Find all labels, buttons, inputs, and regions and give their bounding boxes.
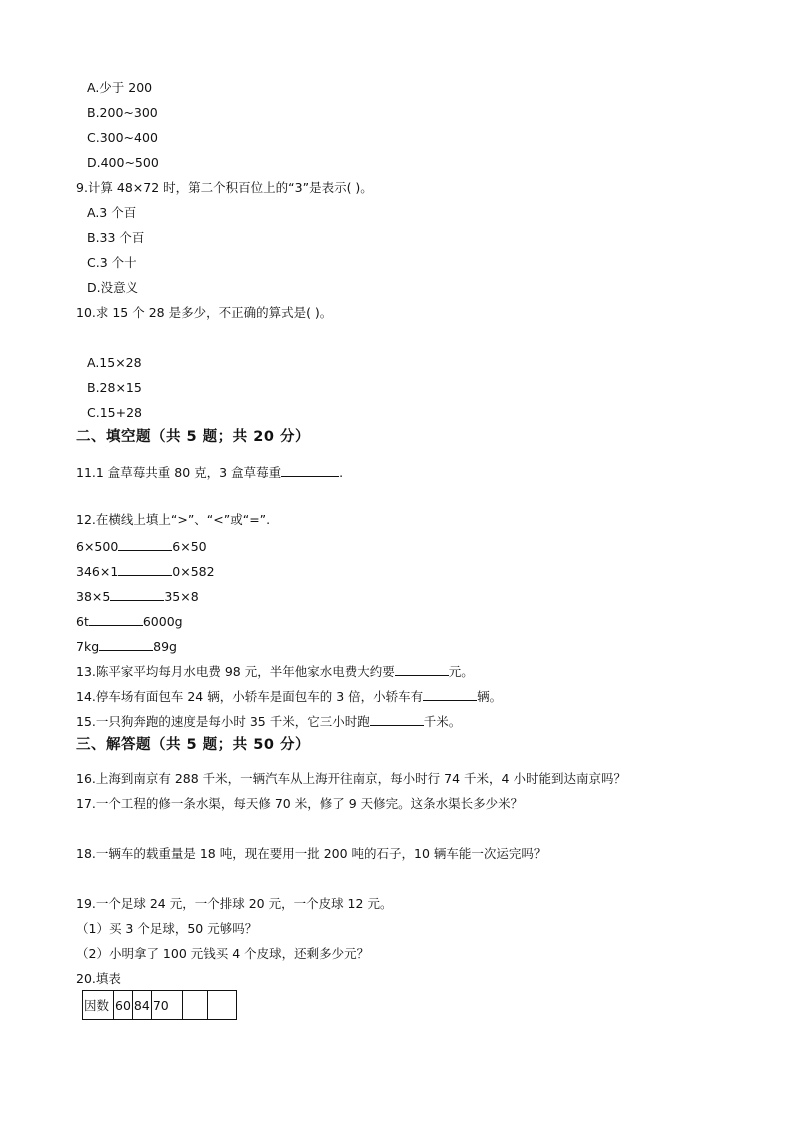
table-cell: 60 (114, 991, 133, 1020)
q12-row-2-left: 346×1 (76, 564, 119, 579)
q11-answer-blank[interactable] (281, 464, 339, 477)
q19-sub-2: （2）小明拿了 100 元钱买 4 个皮球，还剩多少元？ (76, 946, 370, 961)
q11-end: . (339, 465, 344, 480)
table-cell: 70 (151, 991, 182, 1020)
q12-row-4 (76, 613, 183, 630)
q19-sub-1: （1）买 3 个足球，50 元够吗？ (76, 921, 258, 936)
q15-unit: 千米。 (423, 714, 462, 729)
q14-unit: 辆。 (477, 689, 503, 704)
q15 (76, 713, 461, 730)
q18: 18.一辆车的载重量是 18 吨，现在要用一批 200 吨的石子，10 辆车能一次运完吗？ (76, 846, 547, 861)
q12-row-1-right: 6×50 (172, 539, 207, 554)
q10-option-b: B.28×15 (87, 380, 142, 395)
q8-option-a: A.少于 200 (87, 80, 153, 95)
q12-row-1-blank[interactable] (118, 538, 172, 551)
table-cell: 84 (132, 991, 151, 1020)
q11-text: 11.1 盒草莓共重 80 克，3 盒草莓重 (76, 465, 282, 480)
q12-row-4-blank[interactable] (89, 613, 143, 626)
q13-answer-blank[interactable] (395, 663, 449, 676)
q14-text: 14.停车场有面包车 24 辆，小轿车是面包车的 3 倍，小轿车有 (76, 689, 424, 704)
q19-stem: 19.一个足球 24 元，一个排球 20 元，一个皮球 12 元。 (76, 896, 393, 911)
table-row (83, 991, 237, 1020)
q12-row-5-left: 7kg (76, 639, 100, 654)
table-cell: 因数 (83, 991, 114, 1020)
q16: 16.上海到南京有 288 千米，一辆汽车从上海开往南京，每小时行 74 千米，4 小时能到达南京吗？ (76, 771, 626, 786)
q11 (76, 464, 343, 481)
q8-option-d: D.400~500 (87, 155, 159, 170)
q8-option-b: B.200~300 (87, 105, 158, 120)
q12-row-4-left: 6t (76, 614, 89, 629)
q12-row-2 (76, 563, 215, 580)
q12-row-3-right: 35×8 (164, 589, 199, 604)
q9-option-a: A.3 个百 (87, 205, 137, 220)
q9-stem: 9.计算 48×72 时，第二个积百位上的“3”是表示( )。 (76, 180, 373, 195)
q12-row-2-blank[interactable] (118, 563, 172, 576)
q12-row-2-right: 0×582 (172, 564, 215, 579)
q13-text: 13.陈平家平均每月水电费 98 元，半年他家水电费大约要 (76, 664, 395, 679)
q15-text: 15.一只狗奔跑的速度是每小时 35 千米，它三小时跑 (76, 714, 370, 729)
table-cell-empty[interactable] (207, 991, 236, 1020)
q10-stem: 10.求 15 个 28 是多少，不正确的算式是( )。 (76, 305, 333, 320)
q17: 17.一个工程的修一条水渠，每天修 70 米，修了 9 天修完。这条水渠长多少米？ (76, 796, 524, 811)
q14-answer-blank[interactable] (423, 688, 477, 701)
section2-heading: 二、填空题（共 5 题；共 20 分） (76, 429, 310, 445)
q20-stem: 20.填表 (76, 971, 121, 986)
q9-option-d: D.没意义 (87, 280, 139, 295)
q12-row-3 (76, 588, 199, 605)
q12-row-4-right: 6000g (142, 614, 183, 629)
q9-option-b: B.33 个百 (87, 230, 145, 245)
q10-option-c: C.15+28 (87, 405, 142, 420)
q12-row-1-left: 6×500 (76, 539, 119, 554)
q12-row-5-blank[interactable] (99, 638, 153, 651)
q8-option-c: C.300~400 (87, 130, 158, 145)
table-cell-empty[interactable] (182, 991, 207, 1020)
q13 (76, 663, 474, 680)
q15-answer-blank[interactable] (370, 713, 424, 726)
q13-unit: 元。 (448, 664, 474, 679)
q10-option-a: A.15×28 (87, 355, 142, 370)
q12-row-5 (76, 638, 177, 655)
q12-row-3-blank[interactable] (110, 588, 164, 601)
q9-option-c: C.3 个十 (87, 255, 137, 270)
q12-row-1 (76, 538, 207, 555)
q12-stem: 12.在横线上填上“>”、“<”或“=”. (76, 512, 271, 527)
q12-row-5-right: 89g (153, 639, 177, 654)
q20-table (82, 990, 237, 1020)
section3-heading: 三、解答题（共 5 题；共 50 分） (76, 737, 310, 753)
q12-row-3-left: 38×5 (76, 589, 111, 604)
q14 (76, 688, 502, 705)
